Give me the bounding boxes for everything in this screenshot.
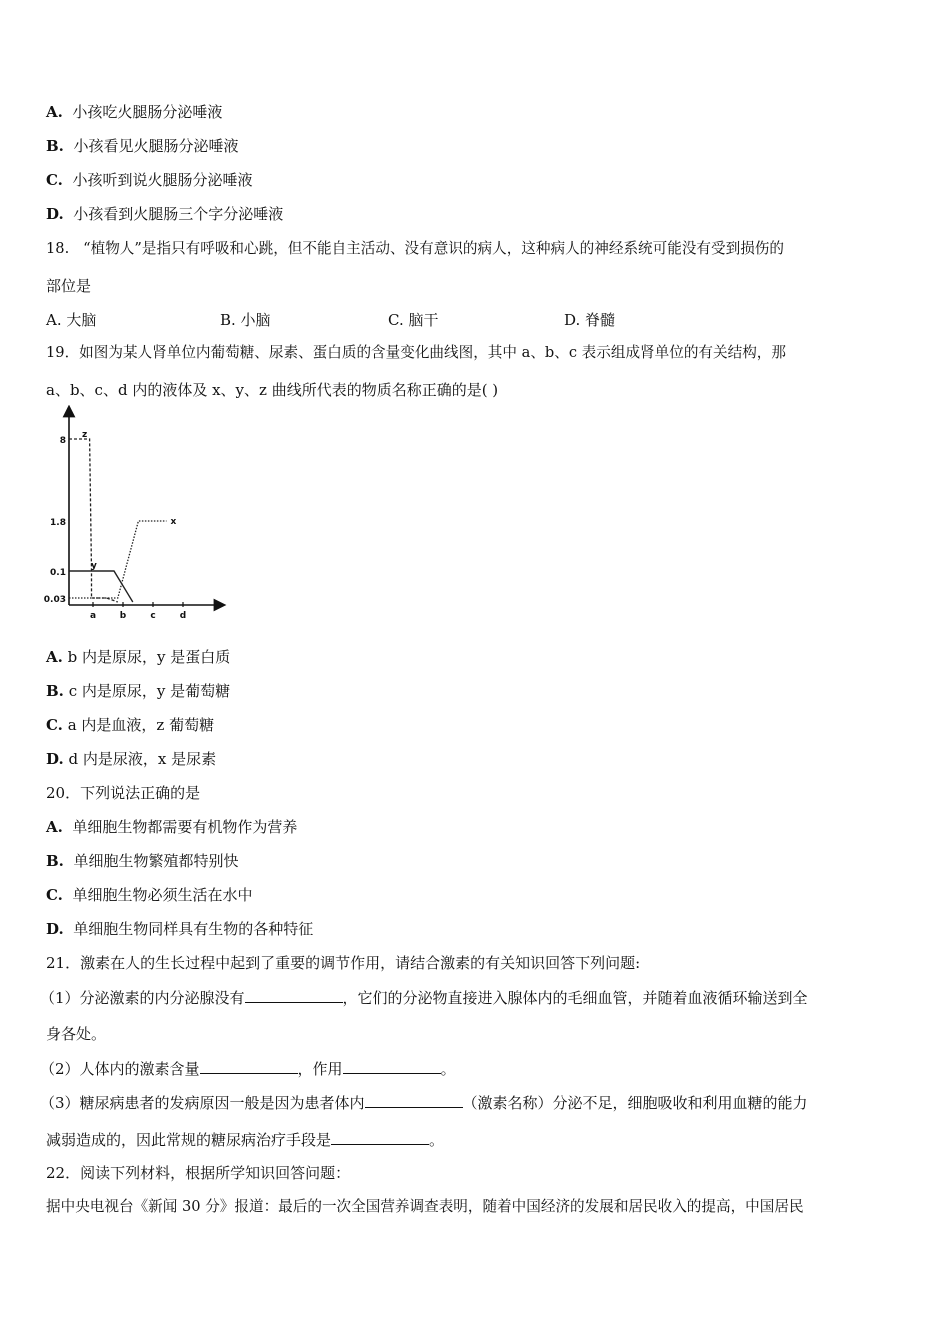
q22-stem: 22．阅读下列材料，根据所学知识回答问题： [46, 1164, 351, 1182]
q18-option-b: B. 小脑 [220, 311, 271, 329]
q18-option-d: D. 脊髓 [564, 311, 616, 329]
series-line-y [69, 571, 133, 602]
q21-stem: 21．激素在人的生长过程中起到了重要的调节作用，请结合激素的有关知识回答下列问题: [46, 954, 641, 972]
q21-part3: （3）糖尿病患者的发病原因一般是因为患者体内 （激素名称）分泌不足，细胞吸收和利用血糖的能力 [40, 1094, 808, 1112]
y-tick-label: 8 [59, 436, 66, 446]
series-label-y: y [91, 561, 97, 571]
q20-option-d: D. 单细胞生物同样具有生物的各种特征 [46, 920, 314, 938]
x-tick-label: b [119, 611, 127, 621]
q21-part1-cont: 身各处。 [46, 1025, 107, 1043]
q18-option-c: C. 脑干 [388, 311, 439, 329]
q21-part1: （1）分泌激素的内分泌腺没有 ，它们的分泌物直接进入腺体内的毛细血管，并随着血液循环输送到全 [40, 989, 808, 1007]
q17-option-c: C. 小孩听到说火腿肠分泌唾液 [46, 171, 253, 189]
q19-stem-cont: a、b、c、d 内的液体及 x、y、z 曲线所代表的物质名称正确的是( ) [46, 381, 499, 399]
series-line-x [69, 521, 167, 598]
q22-text: 据中央电视台《新闻 30 分》报道：最后的一次全国营养调查表明，随着中国经济的发展和居民收入的提高，中国居民 [46, 1198, 804, 1215]
x-tick-label: a [89, 611, 97, 621]
series-label-x: x [170, 517, 177, 527]
q20-option-a: A. 单细胞生物都需要有机物作为营养 [46, 818, 298, 836]
q21-part3-cont: 减弱造成的，因此常规的糖尿病治疗手段是 。 [46, 1131, 445, 1149]
q21-part2: （2）人体内的激素含量 ，作用 。 [40, 1060, 456, 1078]
answer-blank-4[interactable] [365, 1092, 463, 1108]
kidney-content-chart [40, 405, 230, 623]
answer-blank-3[interactable] [343, 1058, 441, 1074]
q17-option-a: A. 小孩吃火腿肠分泌唾液 [46, 103, 223, 121]
x-tick-label: c [150, 611, 156, 621]
q20-stem: 20．下列说法正确的是 [46, 784, 201, 802]
y-tick-label: 0.03 [43, 595, 66, 605]
series-label-z: z [82, 430, 88, 440]
y-tick-label: 1.8 [50, 518, 66, 528]
q18-option-a: A. 大脑 [46, 311, 97, 329]
q19-option-b: B. c 内是原尿，y 是葡萄糖 [46, 682, 231, 700]
q20-option-b: B. 单细胞生物繁殖都特别快 [46, 852, 239, 870]
q20-option-c: C. 单细胞生物必须生活在水中 [46, 886, 253, 904]
q19-option-c: C. a 内是血液，z 葡萄糖 [46, 716, 215, 734]
q18-stem-cont: 部位是 [46, 277, 92, 295]
answer-blank-1[interactable] [245, 987, 343, 1003]
q17-option-d: D. 小孩看到火腿肠三个字分泌唾液 [46, 205, 284, 223]
answer-blank-5[interactable] [331, 1129, 429, 1145]
x-tick-label: d [179, 611, 187, 621]
series-line-z [69, 439, 118, 602]
q19-stem: 19．如图为某人肾单位内葡萄糖、尿素、蛋白质的含量变化曲线图，其中 a、b、c 表示组成肾单位的有关结构，那 [46, 344, 786, 361]
q19-option-a: A. b 内是原尿，y 是蛋白质 [46, 648, 231, 666]
y-tick-label: 0.1 [50, 568, 66, 578]
q17-option-b: B. 小孩看见火腿肠分泌唾液 [46, 137, 239, 155]
answer-blank-2[interactable] [200, 1058, 298, 1074]
q18-stem: 18. “植物人”是指只有呼吸和心跳，但不能自主活动、没有意识的病人，这种病人的神经系统可能没有受到损伤的 [46, 240, 784, 257]
q19-option-d: D. d 内是尿液，x 是尿素 [46, 750, 217, 768]
